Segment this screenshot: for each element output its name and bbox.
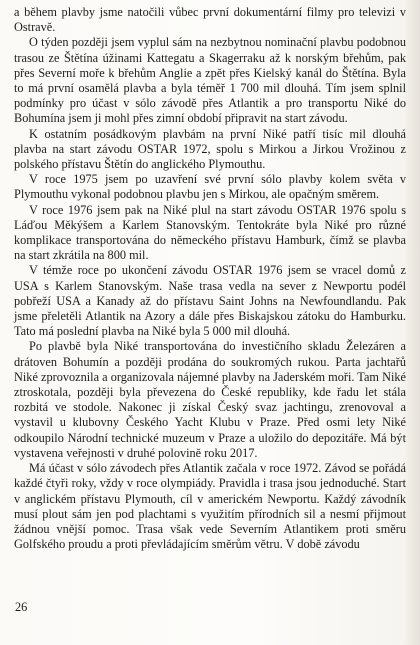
page-number: 26	[15, 600, 28, 614]
paragraph-8: Má účast v sólo závodech přes Atlantik začala v roce 1972. Závod se pořádá každé čtyři roky, vždy v roce olympiády. Pravidla i trasa jsou jednoduché. Start v anglickém přístavu Plymouth, cíl v americkém Newportu. Každý závodník musí plout sám jen pod plachtami s využitím přírodních sil a nesmí přijmout žádnou vnější pomoc. Trasa však vede Severním Atlantikem proti směru Golfského proudu a proti převládajícím směrům větru. V době závodu	[14, 461, 406, 552]
paragraph-5: V roce 1976 jsem pak na Niké plul na start závodu OSTAR 1976 spolu s Láďou Měkýšem a Karlem Stanovským. Tentokráte byla Niké pro různé komplikace transportována do německého přístavu Hamburk, čímž se plavba na start zkrátila na 800 mil.	[14, 202, 406, 263]
paragraph-3: K ostatním posádkovým plavbám na první Niké patří tisíc mil dlouhá plavba na start závodu OSTAR 1972, spolu s Mirkou a Jirkou Vrožinou z polského přístavu Štětín do anglického Plymouthu.	[14, 126, 406, 172]
body-text	[14, 5, 406, 552]
paragraph-1: a během plavby jsme natočili vůbec první dokumentární filmy pro televizi v Ostravě.	[14, 5, 406, 35]
paragraph-6: V témže roce po ukončení závodu OSTAR 1976 jsem se vracel domů z USA s Karlem Stanovským. Naše trasa vedla na sever z Newportu podél pobřeží USA a Kanady až do přístavu Saint Johns na Newfoundlandu. Pak jsme přeletěli Atlantik na Azory a dále přes Biskajskou zátoku do Hamburku. Tato má poslední plavba na Niké byla 5 000 mil dlouhá.	[14, 263, 406, 339]
paragraph-7: Po plavbě byla Niké transportována do investičního skladu Železáren a drátoven Bohumín a později prodána do soukromých rukou. Parta jachtařů Niké zprovoznila a organizovala nájemné plavby na Jaderském moři. Tam Niké ztroskotala, později byla převezena do České republiky, kde řadu let stála rozbitá ve stodole. Nakonec ji získal Český svaz jachtingu, zrenovoval a vystavil u klubovny Českého Yacht Klubu v Praze. Před osmi lety Niké odkoupilo Národní technické muzeum v Praze a uložilo do depozitáře. Má být vystavena veřejnosti v druhé polovině roku 2017.	[14, 339, 406, 460]
paragraph-4: V roce 1975 jsem po uzavření své první sólo plavby kolem světa v Plymouthu vykonal podobnou plavbu jen s Mirkou, ale opačným směrem.	[14, 172, 406, 202]
paragraph-2: O týden později jsem vyplul sám na nezbytnou nominační plavbu podobnou trasou ze Štětína úžinami Kattegatu a Skagerraku až k norským břehům, pak přes Severní moře k břehům Anglie a zpět přes Kielský kanál do Štětína. Byla to má první osamělá plavba a byla téměř 1 700 mil dlouhá. Tím jsem splnil podmínky pro účast v sólo závodě přes Atlantik a pro transportu Niké do Bohumína jsem ji mohl přes zimní období připravit na start závodu.	[14, 35, 406, 126]
